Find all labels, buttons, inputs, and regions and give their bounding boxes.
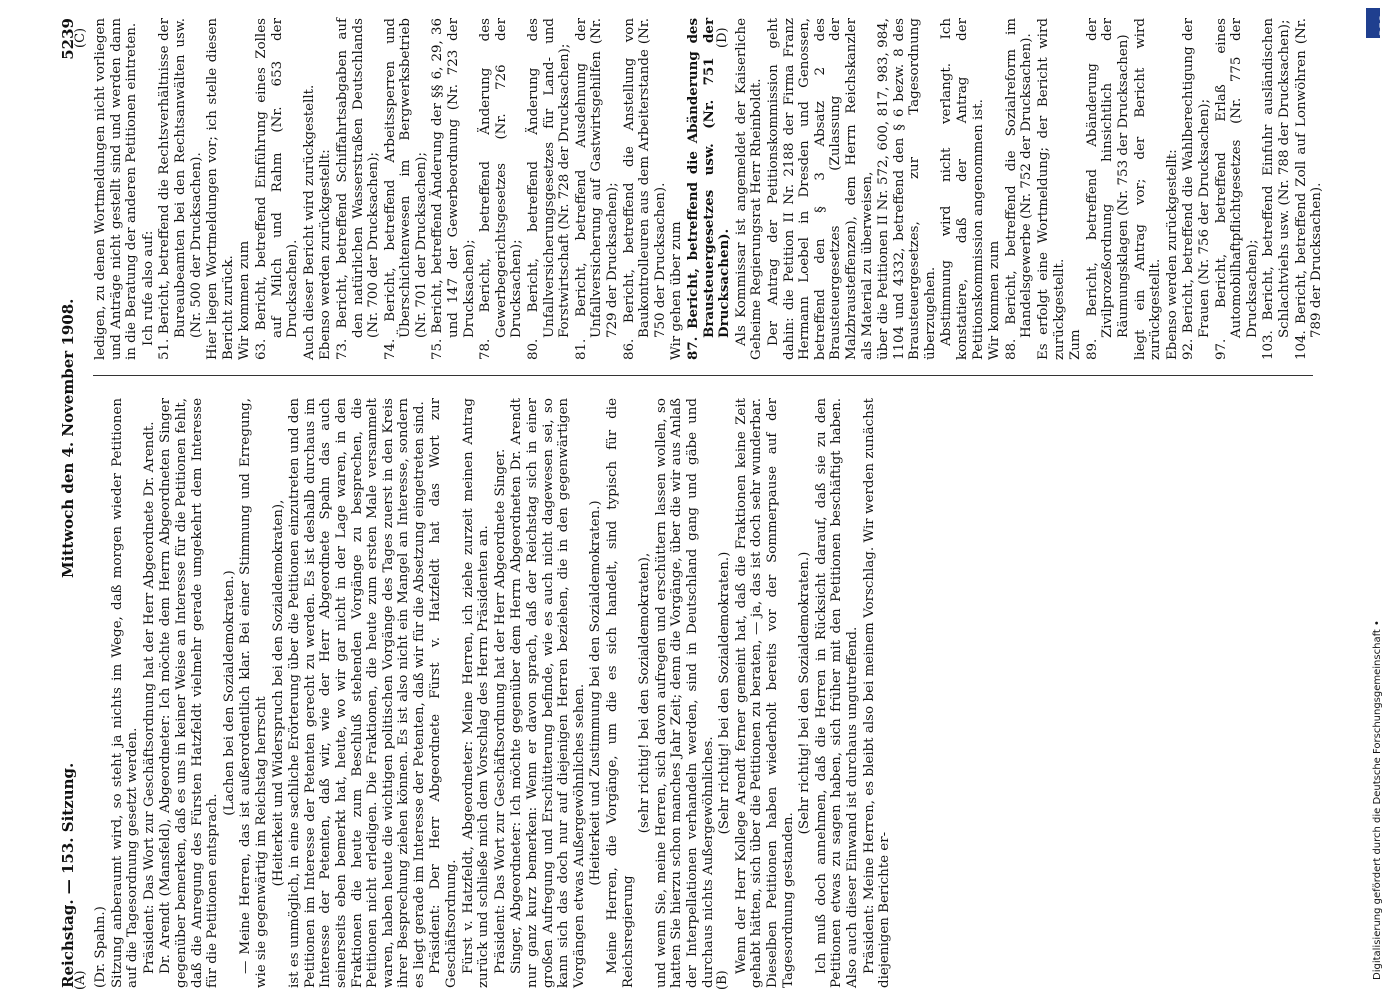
report-item: 103. Bericht, betreffend Einfuhr ausländischen Schlachtviehs usw. (Nr. 788 der Drucksachen); <box>1261 18 1292 360</box>
report-item: 74. Bericht, betreffend Arbeitssperren und Überschichtenwesen im Bergwerksbetrieb (Nr. 701 der Drucksachen); <box>382 18 429 360</box>
paragraph: Abstimmung wird nicht verlangt. Ich konstatiere, daß der Antrag der Petitionskommission angenommen ist. <box>939 18 986 360</box>
paragraph: Wir gehen über zum <box>669 221 685 360</box>
paragraph: Als Kommissar ist angemeldet der Kaiserliche Geheime Regierungsrat Herr Rheinboldt. <box>733 18 765 360</box>
margin-marker-d: (D) <box>715 27 730 48</box>
paragraph: Ich muß doch annehmen, daß die Herren in Rücksicht darauf, daß sie zu den Petitionen etwas zu sagen haben, sich früher mit den Petitionen beschäftigt haben. Also auch dieser Einwand ist durchaus ungutreffend. <box>813 398 860 988</box>
paragraph: Präsident: Das Wort zur Geschäftsordnung hat der Herr Abgeordnete Dr. Arendt. <box>141 421 157 974</box>
paragraph: Fürst v. Hatzfeldt, Abgeordneter: Meine Herren, ich ziehe zurzeit meinen Antrag zurück und schließe mich dem Vorschlag des Herrn Präsidenten an. <box>460 398 492 988</box>
column-divider <box>93 375 1313 376</box>
report-item: 73. Bericht, betreffend Schiffahrtsabgaben auf den natürlichen Wasserstraßen Deutschlands (Nr. 700 der Drucksachen); <box>334 18 382 360</box>
report-item: 97. Bericht, betreffend Erlaß eines Automobilhaftpflichtgesetzes (Nr. 775 der Drucksachen); <box>1213 18 1260 360</box>
interjection: (Heiterkeit und Zustimmung bei den Sozialdemokraten.) <box>588 500 604 886</box>
page-header <box>55 18 89 988</box>
interjection: (sehr richtig! bei den Sozialdemokraten), <box>637 552 653 834</box>
paragraph: Sitzung anberaumt wird, so steht ja nichts im Wege, daß morgen wieder Petitionen auf die Tagesordnung gesetzt werden. <box>109 398 141 988</box>
paragraph: ledigen, zu denen Wortmeldungen nicht vorliegen und Anträge nicht gestellt sind und werden dann in die Beratung der anderen Petitionen eintreten. <box>93 18 140 360</box>
paragraph: Ebenso werden zurückgestellt: <box>318 149 334 360</box>
report-item: 80. Bericht, betreffend Änderung des Unfallversicherungsgesetzes für Land- und Forstwirtschaft (Nr. 728 der Drucksachen); <box>526 18 573 360</box>
paragraph: Meine Herren, die Vorgänge, um die es sich handelt, sind typisch für die Reichsregierung <box>605 398 636 988</box>
paragraph: Der Antrag der Petitionskommission geht dahin: die Petition II Nr. 2188 der Firma Franz Hermann Loebel in Dresden und Genossen, betreffend den § 3 Absatz 2 des Brausteuergesetzes (Zulassung der Malzbrausteffenzen), dem Herrn Reichskanzler als Material zu überweisen, <box>765 18 875 360</box>
paragraph: Wenn der Herr Kollege Arendt ferner gemeint hat, daß die Fraktionen keine Zeit gehabt hätten, sich über die Petitionen zu beraten, — ja, das ist doch sehr wunderbar. Dieselben Petitionen haben wiederholt bereits vor der Sommerpause auf der Tagesordnung gestanden. <box>733 398 796 988</box>
page-number: 5239 <box>59 18 77 60</box>
dfg-logo <box>1366 8 1380 38</box>
paragraph: Es erfolgt eine Wortmeldung; der Bericht wird zurückgestellt. <box>1036 18 1067 360</box>
margin-marker-b: (B) <box>715 970 730 990</box>
interjection: (Heiterkeit und Widerspruch bei den Sozialdemokraten), <box>270 499 286 887</box>
digitization-note: Digitalisierung gefördert durch die Deutsche Forschungsgemeinschaft • <box>1372 620 1383 980</box>
interjection: (Sehr richtig! bei den Sozialdemokraten.) <box>797 551 813 835</box>
header-left: Reichstag. — 153. Sitzung. <box>59 762 77 988</box>
paragraph: Präsident: Das Wort zur Geschäftsordnung hat der Herr Abgeordnete Singer. <box>492 448 508 974</box>
margin-marker-c: (C) <box>73 27 88 48</box>
paragraph: Auch dieser Bericht wird zurückgestellt. <box>301 84 317 360</box>
paragraph: Präsident: Meine Herren, es bleibt also bei meinem Vorschlag. Wir werden zunächst diejenigen Berichte er- <box>861 398 893 988</box>
speaker-ref: (Dr. Spahn.) <box>93 906 108 988</box>
paragraph: Wir kommen zum <box>237 240 253 360</box>
report-item: 88. Bericht, betreffend die Sozialreform im Handelsgewerbe (Nr. 752 der Drucksachen). <box>1003 18 1035 360</box>
margin-marker-a: (A) <box>73 970 88 990</box>
document-page <box>55 18 1325 990</box>
paragraph: Ich rufe also auf: <box>140 230 156 346</box>
paragraph: und wenn Sie, meine Herren, sich davon aufregen und erschüttern lassen wollen, so hatten Sie hierzu schon manches Jahr Zeit; denn die Vorgänge, über die wir aus Anlaß der Interpellationen verhandeln werden, sind in Deutschland gang und gäbe und durchaus nichts Außergewöhnliches. <box>653 398 716 988</box>
paragraph: Präsident: Der Herr Abgeordnete Fürst v. Hatzfeldt hat das Wort zur Geschäftsordnung. <box>428 398 460 988</box>
report-item: 89. Bericht, betreffend Abänderung der Zivilprozeßordnung hinsichtlich der Räumungsklagen (Nr. 753 der Drucksachen) <box>1084 18 1131 360</box>
right-column <box>93 18 1325 360</box>
paragraph: Singer, Abgeordneter: Ich möchte gegenüber dem Herrn Abgeordneten Dr. Arendt nur ganz kurz bemerken: Wenn er davon sprach, daß der Reichstag sich in einer großen Aufregung und Erschütterung befinde, wie es auch nicht dagewesen sei, so kann sich das doch nur auf diejenigen Herren beziehen, die in den gegenwärtigen Vorgängen etwas Außergewöhnliches sehen. <box>509 398 587 988</box>
interjection: (Lachen bei den Sozialdemokraten.) <box>221 570 237 816</box>
paragraph: ist es unmöglich, in eine sachliche Erörterung über die Petitionen einzutreten und den Petitionen im Interesse der Petenten gerecht zu werden. Es ist deshalb durchaus im Interesse der Petenten, daß wir, wie der Herr Abgeordnete Spahn das auch seinerseits eben bemerkt hat, heute, wo wir gar nicht in der Lage waren, in den Fraktionen die heute zum Beschluß stehenden Vorgänge zu besprechen, die Petitionen nicht erledigen. Die Fraktionen, die heute zum ersten Male versammelt waren, haben heute die wichtigen politischen Vorgänge des Tages zuerst in den Kreis ihrer Besprechung ziehen können. Es ist also nicht ein Mangel an Interesse, sondern es liegt gerade im Interesse der Petenten, daß wir für die Absetzung eingetreten sind. <box>287 398 427 988</box>
paragraph: Ebenso werden zurückgestellt: <box>1164 149 1180 360</box>
report-item: 51. Bericht, betreffend die Rechtsverhältnisse der Bureaubeamten bei den Rechtsanwälten usw. (Nr. 500 der Drucksachen). <box>157 18 204 360</box>
header-center: Mittwoch den 4. November 1908. <box>59 298 77 578</box>
paragraph: liegt ein Antrag vor; der Bericht wird zurückgestellt. <box>1132 18 1164 360</box>
report-item: 75. Bericht, betreffend Änderung der §§ 6, 29, 36 und 147 der Gewerbeordnung (Nr. 723 der Drucksachen); <box>430 18 477 360</box>
paragraph: — Meine Herren, das ist außerordentlich klar. Bei einer Stimmung und Erregung, wie sie gegenwärtig im Reichstag herrscht <box>238 398 269 988</box>
report-item: 87. Bericht, betreffend die Abänderung des Brausteuergesetzes usw. (Nr. 751 der Drucksachen). <box>684 18 733 360</box>
paragraph: Dr. Arendt (Mansfeld), Abgeordneter: Ich möchte dem Herrn Abgeordneten Singer gegenüber bemerken, daß es uns in keiner Weise an Interesse für die Petitionen fehlt, daß die Anregung des Fürsten Hatzfeldt vielmehr gerade umgekehrt dem Interesse für die Petitionen entsprach. <box>158 398 221 988</box>
report-item: 81. Bericht, betreffend Ausdehnung der Unfallversicherung auf Gastwirtsgehilfen (Nr. 729 der Drucksachen); <box>573 18 620 360</box>
left-column <box>93 398 1318 988</box>
paragraph: über die Petitionen II Nr. 572, 600, 817, 983, 984, 1104 und 4332, betreffend den § 6 bezw. 8 des Brausteuergesetzes, zur Tagesordnung überzugehen. <box>876 18 938 360</box>
report-item: 104. Bericht, betreffend Zoll auf Lonwöhren (Nr. 789 der Drucksachen). <box>1293 18 1325 360</box>
report-item: 78. Bericht, betreffend Änderung des Gewerbegerichtsgesetzes (Nr. 726 der Drucksachen); <box>478 18 525 360</box>
report-item: 92. Bericht, betreffend die Wahlberechtigung der Frauen (Nr. 756 der Drucksachen); <box>1181 18 1212 360</box>
report-item: 63. Bericht, betreffend Einführung eines Zolles auf Milch und Rahm (Nr. 653 der Drucksachen). <box>253 18 301 360</box>
paragraph: Zum <box>1068 329 1084 360</box>
report-item: 86. Bericht, betreffend die Anstellung von Baukontrolleuren aus dem Arbeiterstande (Nr. 750 der Drucksachen). <box>621 18 668 360</box>
interjection: (Sehr richtig! bei den Sozialdemokraten.) <box>717 551 733 835</box>
paragraph: Wir kommen zum <box>987 240 1003 360</box>
paragraph: Hier liegen Wortmeldungen vor; ich stelle diesen Bericht zurück. <box>205 18 236 360</box>
dfg-logo-text: DFG <box>1379 14 1389 36</box>
